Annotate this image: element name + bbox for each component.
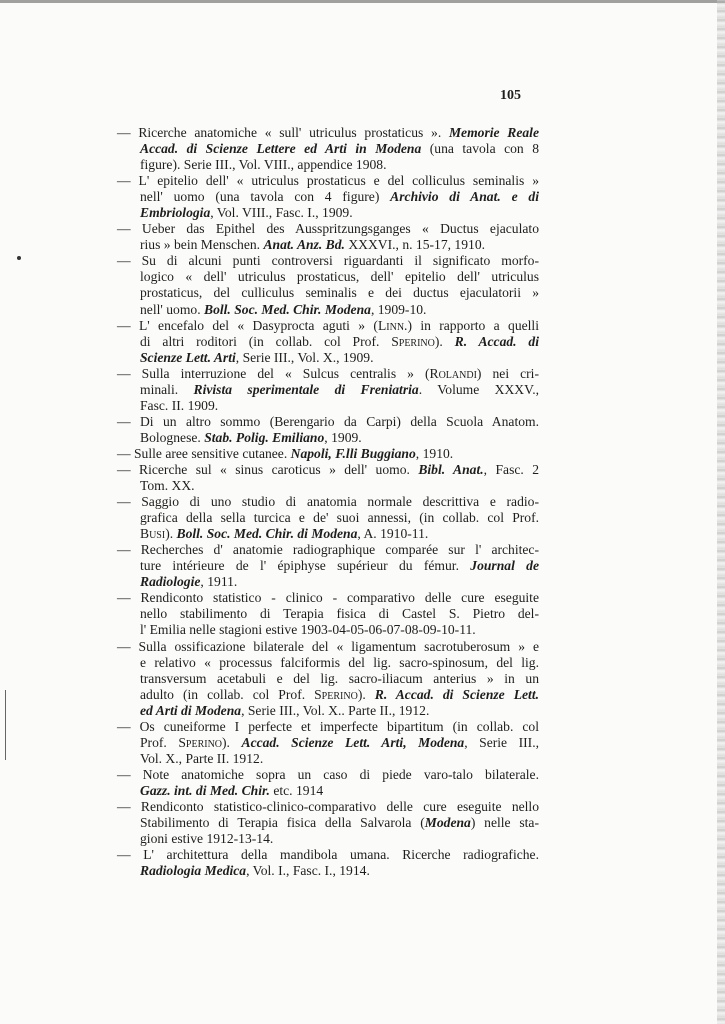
entry-text: — Ricerche sul « sinus caroticus » dell' uomo. (117, 461, 419, 477)
entry-line (140, 285, 539, 301)
entry-line (140, 574, 539, 590)
entry-text: ture intérieure de l' épiphyse supérieur du fémur. (140, 558, 471, 574)
entry-text: Stabilimento di Terapia fisica della Salvarola ( (140, 815, 425, 831)
entry-text: ) nelle sta- (470, 815, 539, 831)
bibliography-entry (117, 253, 539, 317)
entry-line (140, 783, 539, 799)
citation-source: Boll. Soc. Med. Chir. Modena (204, 301, 371, 317)
entry-text: , 1909-10. (370, 301, 427, 317)
entry-line (140, 430, 539, 446)
entry-text: — Di un altro sommo (Berengario da Carpi) della Scuola Anatom. (117, 413, 539, 429)
entry-text: — Rendiconto statistico - clinico - comparativo delle cure eseguite (117, 590, 539, 606)
entry-text: ). (165, 526, 177, 542)
entry-line (117, 446, 539, 462)
entry-line (117, 494, 539, 510)
citation-source: R. Accad. di (454, 333, 539, 349)
entry-text: — Note anatomiche sopra un caso di piede varo-talo bilaterale. (117, 766, 539, 782)
entry-text: Fasc. II. 1909. (140, 397, 219, 413)
citation-source: Modena (424, 815, 471, 831)
entry-text: figure). Serie III., Vol. VIII., appendice 1908. (140, 157, 387, 173)
citation-source: Rivista sperimentale di Freniatria (193, 381, 419, 397)
entry-line (140, 478, 539, 494)
entry-line (117, 799, 539, 815)
entry-text: gioni estive 1912-13-14. (140, 831, 274, 847)
author-name: Sperino (178, 734, 223, 750)
entry-text: — Recherches d' anatomie radiographique comparée sur l' architec- (117, 542, 539, 558)
entry-line (140, 302, 539, 318)
page-number: 105 (500, 88, 521, 103)
entry-text: — L' architettura della mandibola umana. Ricerche radiografiche. (117, 847, 539, 863)
entry-text: adulto (in collab. col Prof. (140, 686, 315, 702)
entry-text: ). (434, 333, 455, 349)
bibliography-entry (117, 799, 539, 847)
entry-line (117, 542, 539, 558)
entry-line (140, 606, 539, 622)
entry-line (117, 847, 539, 863)
entry-text: ). (222, 734, 242, 750)
entry-line (140, 269, 539, 285)
entry-text: , Vol. I., Fasc. I., 1914. (246, 863, 370, 879)
entry-line (117, 414, 539, 430)
entry-text: — L' encefalo del « Dasyprocta aguti » ( (117, 317, 378, 333)
bibliography-entry (117, 494, 539, 542)
entry-line (140, 205, 539, 221)
bibliography-entry (117, 446, 539, 462)
entry-line (117, 590, 539, 606)
entry-line (117, 462, 539, 478)
entry-text: , Fasc. 2 (483, 461, 540, 477)
scan-left-mark (5, 690, 6, 760)
scan-top-edge (0, 0, 725, 3)
author-name: Busi (140, 526, 166, 542)
citation-source: Accad. di Scienze Lettere ed Arti in Modena (140, 141, 422, 157)
citation-source: ed Arti di Modena (140, 702, 242, 718)
entry-text: minali. (140, 381, 194, 397)
citation-source: Scienze Lett. Arti (140, 349, 236, 365)
author-name: Sperino (314, 686, 358, 702)
entry-text: , A. 1910-11. (357, 526, 429, 542)
entry-line (117, 639, 539, 655)
bibliography-entry (117, 639, 539, 719)
entry-text: l' Emilia nelle stagioni estive 1903-04-05-06-07-08-09-10-11. (140, 622, 476, 638)
entry-text: rius » bein Menschen. (140, 237, 264, 253)
entry-line (140, 703, 539, 719)
bibliography-entry (117, 221, 539, 253)
citation-source: Anat. Anz. Bd. (263, 237, 345, 253)
entry-text: , Serie III., (464, 734, 539, 750)
entry-text: Prof. (140, 734, 179, 750)
entry-line (140, 863, 539, 879)
entry-line (140, 382, 539, 398)
entry-line (140, 237, 539, 253)
entry-text: — L' epitelio dell' « utriculus prostaticus e del colliculus seminalis » (117, 173, 539, 189)
entry-line (140, 350, 539, 366)
citation-source: R. Accad. di Scienze Lett. (374, 686, 539, 702)
entry-text: , 1911. (200, 574, 238, 590)
entry-line (140, 622, 539, 638)
entry-text: — Sulle aree sensitive cutanee. (117, 445, 291, 461)
entry-text: , Vol. VIII., Fasc. I., 1909. (210, 205, 353, 221)
entry-line (140, 334, 539, 350)
entry-line (117, 719, 539, 735)
entry-line (140, 558, 539, 574)
entry-line (140, 671, 539, 687)
bibliography-entry (117, 847, 539, 879)
entry-line (140, 141, 539, 157)
entry-text: di altri roditori (in collab. col Prof. (140, 333, 392, 349)
entry-text: Tom. XX. (140, 478, 195, 494)
entry-text: Vol. X., Parte II. 1912. (140, 750, 264, 766)
bibliography-entry (117, 414, 539, 446)
bibliography-entry (117, 590, 539, 638)
citation-source: Accad. Scienze Lett. Arti, Modena (241, 734, 465, 750)
entry-line (140, 735, 539, 751)
author-name: Sperino (391, 333, 435, 349)
entry-line (140, 831, 539, 847)
entry-text: . Volume XXXV., (418, 381, 539, 397)
entry-text: etc. 1914 (269, 782, 324, 798)
entry-text: ) in rapporto a quelli (407, 317, 539, 333)
entry-text: e relativo « processus falciformis del lig. sacro-spinosum, del lig. (140, 654, 539, 670)
entry-text: — Sulla ossificazione bilaterale del « ligamentum sacrotuberosum » e (117, 638, 539, 654)
entry-text: — Os cuneiforme I perfecte et imperfecte bipartitum (in collab. col (117, 718, 539, 734)
author-name: Rolandi (429, 365, 477, 381)
citation-source: Memorie Reale (448, 125, 539, 140)
bibliography-entry (117, 366, 539, 414)
entry-line (117, 767, 539, 783)
entry-line (117, 125, 539, 141)
entry-text: , 1909. (324, 429, 362, 445)
entry-line (140, 687, 539, 703)
entry-text: — Rendiconto statistico-clinico-comparativo delle cure eseguite nello (117, 798, 539, 814)
entry-line (140, 815, 539, 831)
citation-source: Embriologia (140, 205, 211, 221)
entry-text: — Saggio di uno studio di anatomia normale descrittiva e radio- (117, 494, 539, 510)
entry-text: Bolognese. (140, 429, 205, 445)
entry-line (140, 157, 539, 173)
citation-source: Gazz. int. di Med. Chir. (140, 782, 270, 798)
citation-source: Archivio di Anat. e di (390, 189, 539, 205)
entry-text: — Ricerche anatomiche « sull' utriculus prostaticus ». (117, 125, 449, 140)
entry-text: transversum acetabuli e del lig. sacro-iliacum anterius » in un (140, 670, 539, 686)
citation-source: Napoli, F.lli Buggiano (290, 445, 416, 461)
citation-source: Stab. Polig. Emiliano (204, 429, 325, 445)
entry-text: ) nei cri- (476, 365, 539, 381)
entry-text: , Serie III., Vol. X.. Parte II., 1912. (241, 702, 430, 718)
entry-text: grafica della sella turcica e de' suoi annessi, (in collab. col Prof. (140, 510, 539, 526)
entry-text: — Ueber das Epithel des Ausspritzungsganges « Ductus ejaculato (117, 221, 539, 237)
entry-text: logico « dell' utriculus prostaticus, dell' epitelio dell' utriculus (140, 269, 539, 285)
entry-text: nell' uomo. (140, 301, 204, 317)
entry-text: prostaticus, del culliculus seminalis e dei ductus ejaculatorii » (140, 285, 539, 301)
entry-text: , 1910. (415, 445, 454, 461)
citation-source: Bibl. Anat. (418, 461, 484, 477)
bibliography-entry (117, 125, 539, 173)
entry-text: XXXVI., n. 15-17, 1910. (344, 237, 486, 253)
entry-text: ). (357, 686, 375, 702)
entry-line (140, 189, 539, 205)
citation-source: Radiologia Medica (140, 863, 247, 879)
author-name: Linn. (377, 317, 408, 333)
bibliography-entry (117, 767, 539, 799)
scan-right-edge (717, 0, 725, 1024)
bibliography-entry (117, 318, 539, 366)
bibliography-entry (117, 542, 539, 590)
entry-line (140, 526, 539, 542)
entry-line (140, 398, 539, 414)
bibliography-list (117, 125, 539, 879)
entry-text: nell' uomo (una tavola con 4 figure) (140, 189, 391, 205)
entry-line (117, 221, 539, 237)
entry-line (117, 253, 539, 269)
entry-line (117, 173, 539, 189)
bibliography-entry (117, 173, 539, 221)
entry-line (117, 318, 539, 334)
entry-line (140, 510, 539, 526)
entry-line (140, 751, 539, 767)
entry-text: nello stabilimento di Terapia fisica di Castel S. Pietro del- (140, 606, 539, 622)
entry-text: — Su di alcuni punti controversi riguardanti il significato morfo- (117, 253, 539, 269)
bibliography-entry (117, 719, 539, 767)
entry-line (117, 366, 539, 382)
citation-source: Journal de (470, 558, 539, 574)
citation-source: Radiologie (140, 574, 201, 590)
entry-line (140, 655, 539, 671)
entry-text: (una tavola con 8 (421, 141, 540, 157)
entry-text: , Serie III., Vol. X., 1909. (235, 349, 374, 365)
scan-speck (17, 256, 21, 260)
entry-text: — Sulla interruzione del « Sulcus centralis » ( (117, 365, 430, 381)
citation-source: Boll. Soc. Med. Chir. di Modena (176, 526, 358, 542)
bibliography-entry (117, 462, 539, 494)
